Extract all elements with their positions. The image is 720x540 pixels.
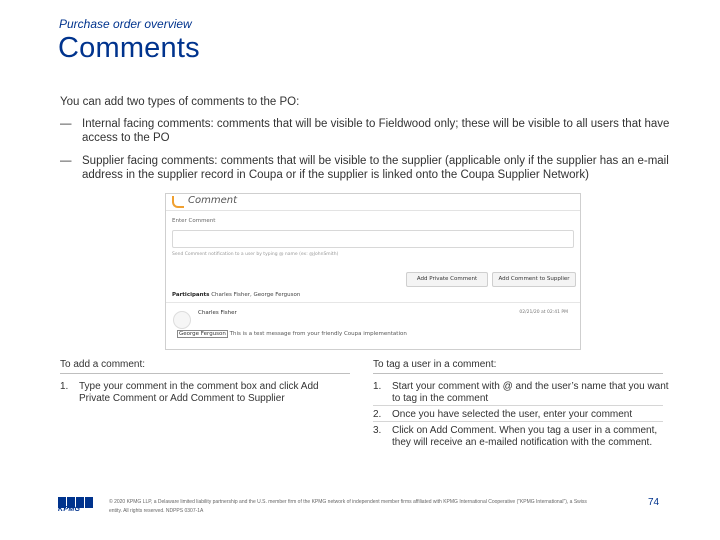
add-comment-heading: To add a comment:: [60, 359, 146, 370]
step-item: [373, 425, 673, 449]
comment-message: [177, 331, 407, 337]
participants-label: Participants: [172, 292, 210, 298]
step-number: 3.: [373, 425, 382, 436]
add-comment-steps: [60, 381, 340, 405]
screenshot-divider: [166, 302, 580, 303]
intro-text: You can add two types of comments to the PO:: [60, 96, 300, 108]
comment-screenshot: [165, 193, 581, 350]
avatar: [173, 311, 191, 329]
participants: [172, 292, 300, 298]
bullet-text: Supplier facing comments: comments that will be visible to the supplier (applicable only if the supplier has an e-mail address in the supplier record in Coupa or if the supplier is linked onto the Coupa Supplier Network): [82, 155, 669, 181]
step-separator: [373, 405, 663, 406]
step-separator: [373, 421, 663, 422]
page-number: 74: [648, 497, 660, 508]
comment-types-list: [60, 117, 670, 191]
legal-disclaimer: © 2020 KPMG LLP, a Delaware limited liability partnership and the U.S. member firm of the KPMG network of independent member firms affiliated with KPMG International Cooperative (“KPMG International”), a Swiss entity. All rights reserved. NDPPS 0307-1A: [109, 499, 587, 514]
page-title: Comments: [58, 32, 200, 64]
bullet-internal: [60, 117, 670, 145]
dash-marker: —: [60, 118, 72, 130]
step-number: 1.: [60, 381, 69, 392]
tag-user-instructions: [373, 359, 673, 453]
comment-input[interactable]: [172, 230, 574, 248]
add-comment-instructions: [60, 359, 340, 409]
step-item: [60, 381, 340, 405]
kpmg-logo: [58, 497, 94, 513]
tag-user-heading: To tag a user in a comment:: [373, 359, 497, 370]
step-number: 2.: [373, 409, 382, 420]
commenter-name: Charles Fisher: [198, 310, 237, 316]
mention-tag: George Ferguson: [179, 331, 226, 337]
bullet-supplier: [60, 154, 670, 182]
logo-text: KPMG: [58, 506, 81, 513]
comment-message-text: This is a test message from your friendly Coupa implementation: [229, 331, 407, 337]
step-text: Type your comment in the comment box and click Add Private Comment or Add Comment to Supplier: [79, 381, 319, 404]
step-text: Click on Add Comment. When you tag a user in a comment, they will receive an e-mailed notification with the comment.: [392, 425, 658, 448]
add-private-comment-button[interactable]: Add Private Comment: [406, 272, 488, 287]
step-number: 1.: [373, 381, 382, 392]
screenshot-title: Comment: [188, 195, 237, 206]
participants-names: Charles Fisher, George Ferguson: [211, 292, 301, 298]
dash-marker: —: [60, 155, 72, 167]
coupa-logo-icon: [172, 196, 184, 208]
bullet-text: Internal facing comments: comments that will be visible to Fieldwood only; these will be visible to all users that have access to the PO: [82, 118, 670, 144]
step-text: Once you have selected the user, enter your comment: [392, 409, 633, 420]
add-comment-to-supplier-button[interactable]: Add Comment to Supplier: [492, 272, 576, 287]
screenshot-header: [166, 194, 580, 211]
mention-hint: Send Comment notification to a user by typing @ name (ex: @JohnSmith): [172, 252, 339, 257]
enter-comment-label: Enter Comment: [172, 218, 216, 224]
step-item: [373, 381, 673, 405]
step-item: [373, 409, 673, 421]
section-label: Purchase order overview: [59, 17, 192, 31]
tag-user-steps: [373, 381, 673, 449]
step-text: Start your comment with @ and the user’s name that you want to tag in the comment: [392, 381, 669, 404]
comment-date: 02/21/20 at 02:41 PM: [519, 310, 568, 315]
